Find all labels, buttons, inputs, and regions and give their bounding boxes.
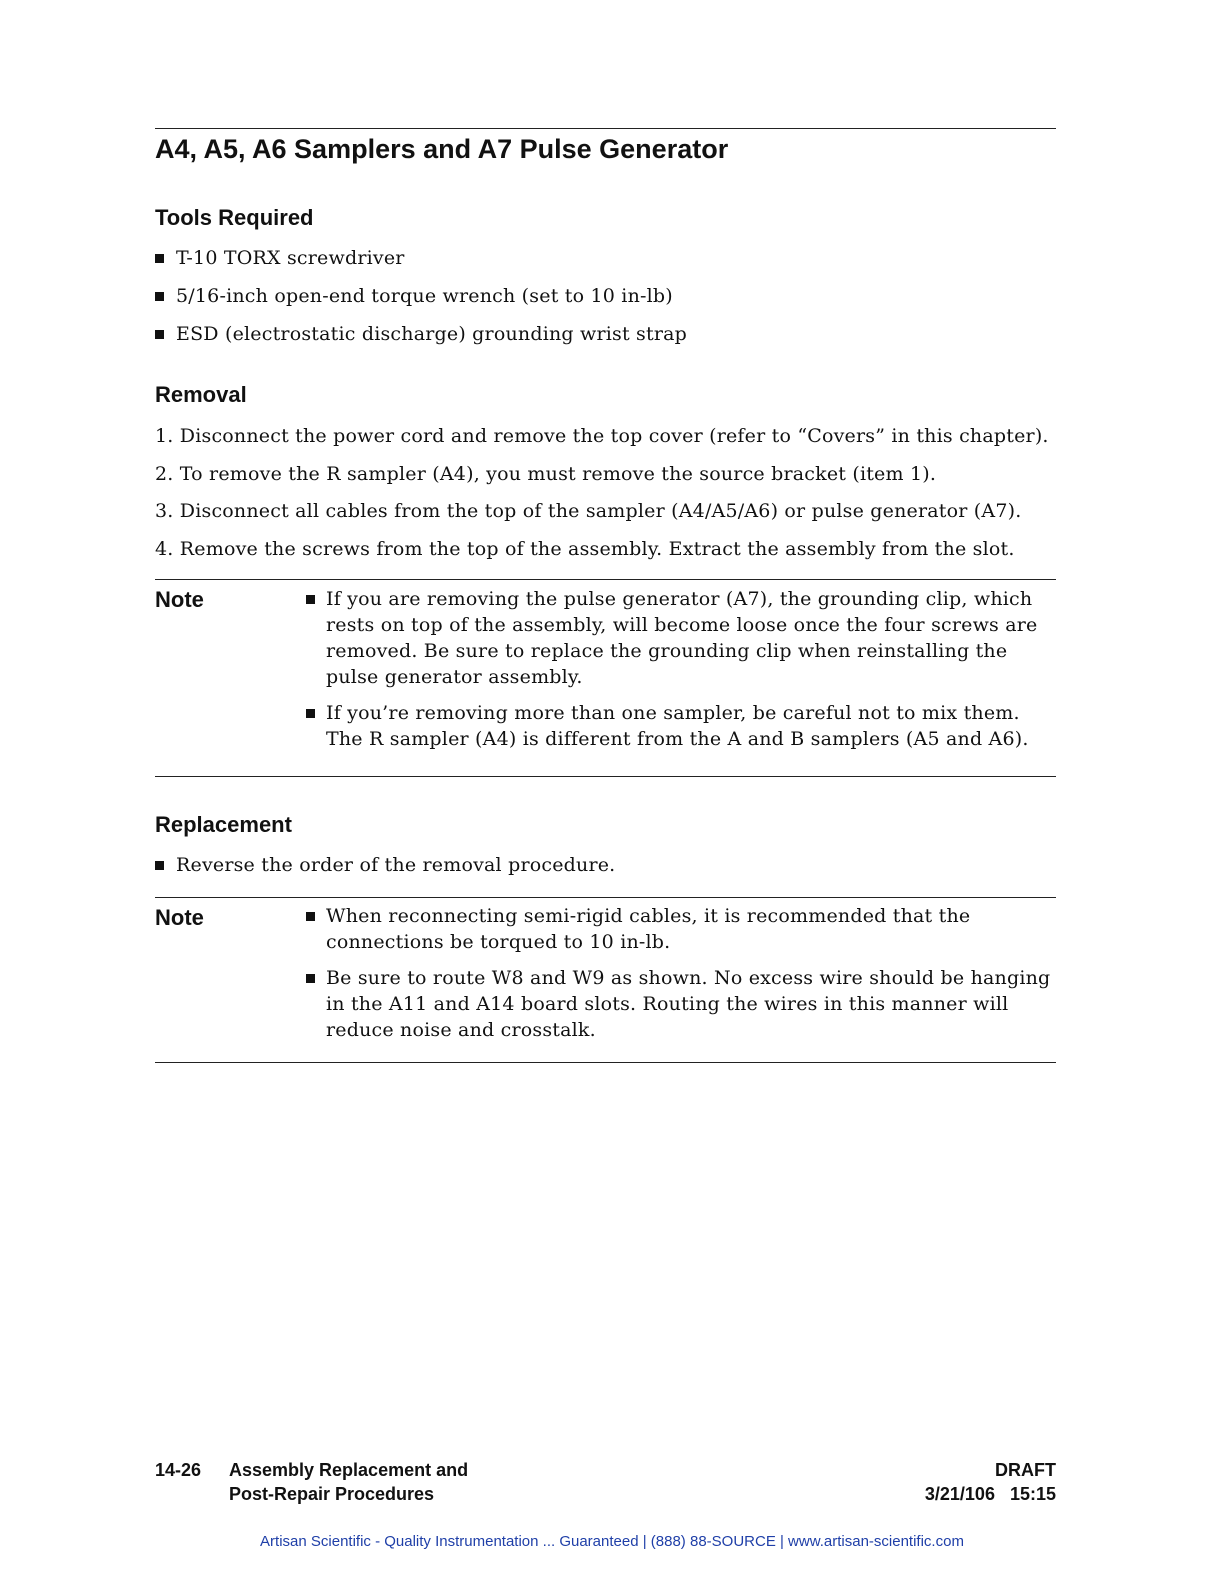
bullet-icon [155,861,164,870]
tool-item-text: 5/16-inch open-end torque wrench (set to 10 in-lb) [176,285,673,307]
note-item [306,586,1058,690]
replacement-heading: Replacement [155,812,292,837]
footer-page-number: 14-26 [155,1460,202,1480]
tool-item [155,321,687,347]
step-text: To remove the R sampler (A4), you must remove the source bracket (item 1). [179,463,937,485]
title-rule [155,128,1056,129]
artisan-banner[interactable]: Artisan Scientific - Quality Instrumentation ... Guaranteed | (888) 88-SOURCE | www.artisan-scientific.com [260,1533,964,1550]
step-text: Disconnect all cables from the top of the sampler (A4/A5/A6) or pulse generator (A7). [179,500,1022,522]
footer-section-line2: Post-Repair Procedures [229,1484,435,1504]
removal-heading: Removal [155,382,247,407]
note-bottom-rule [155,776,1056,777]
tool-item-text: T-10 TORX screwdriver [176,247,405,269]
tool-item-text: ESD (electrostatic discharge) grounding wrist strap [176,323,688,345]
footer-status: DRAFT [995,1460,1056,1480]
note-item-text: If you’re removing more than one sampler, be careful not to mix them. The R sampler (A4) is different from the A and B samplers (A5 and A6). [326,702,1029,750]
replacement-item-text: Reverse the order of the removal procedure. [176,854,616,876]
step-number: 2. [155,463,174,485]
replacement-item [155,852,615,878]
removal-step [155,461,936,487]
bullet-icon [306,912,315,921]
removal-step [155,536,1015,562]
step-number: 4. [155,538,174,560]
tools-heading: Tools Required [155,205,314,230]
footer-section-line1: Assembly Replacement and [229,1460,469,1480]
note-top-rule [155,897,1056,898]
note-label: Note [155,905,204,930]
page-title: A4, A5, A6 Samplers and A7 Pulse Generator [155,134,729,164]
bullet-icon [306,709,315,718]
step-number: 1. [155,425,174,447]
tool-item [155,245,405,271]
bullet-icon [155,292,164,301]
step-number: 3. [155,500,174,522]
footer-date-time: 3/21/106 15:15 [924,1484,1056,1504]
bullet-icon [155,330,164,339]
note-item [306,700,1058,752]
note-item-text: When reconnecting semi-rigid cables, it is recommended that the connections be torqued to 10 in-lb. [326,905,971,953]
note-item [306,965,1058,1043]
bullet-icon [306,974,315,983]
note-bottom-rule [155,1062,1056,1063]
note-top-rule [155,579,1056,580]
note-item [306,903,1058,955]
step-text: Disconnect the power cord and remove the top cover (refer to “Covers” in this chapter). [179,425,1049,447]
tool-item [155,283,673,309]
note-item-text: Be sure to route W8 and W9 as shown. No excess wire should be hanging in the A11 and A14 board slots. Routing the wires in this manner will reduce noise and crosstalk. [326,967,1051,1041]
removal-step [155,498,1021,524]
note-label: Note [155,587,204,612]
bullet-icon [155,254,164,263]
step-text: Remove the screws from the top of the assembly. Extract the assembly from the slot. [179,538,1015,560]
bullet-icon [306,595,315,604]
removal-step [155,423,1049,449]
note-item-text: If you are removing the pulse generator (A7), the grounding clip, which rests on top of the assembly, will become loose once the four screws are removed. Be sure to replace the grounding clip when reinstalling the pulse generator assembly. [326,588,1038,688]
